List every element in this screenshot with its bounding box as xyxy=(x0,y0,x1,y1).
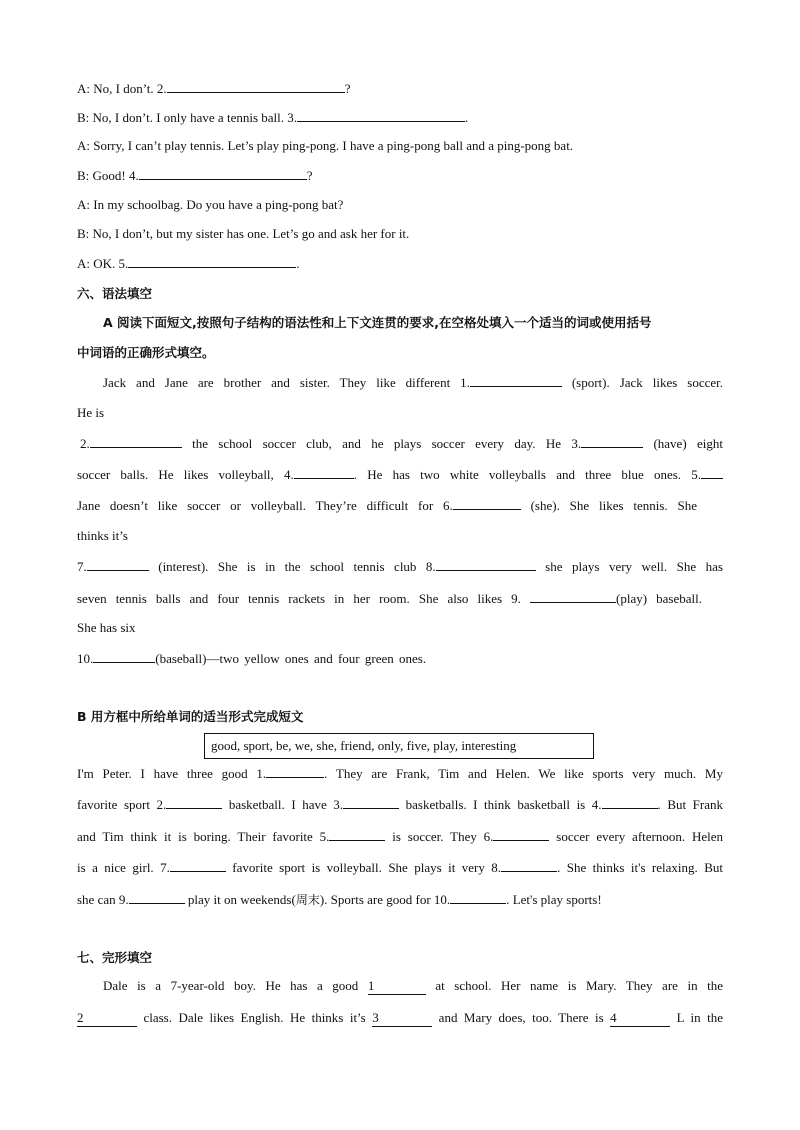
answer-blank-5[interactable] xyxy=(128,255,296,268)
instruction-a-line-1: A 阅读下面短文,按照句子结构的语法性和上下文连贯的要求,在空格处填入一个适当的词或使用括号 xyxy=(103,315,652,330)
word-blank-6[interactable] xyxy=(493,828,549,841)
passage-a-line-6: thinks it’s xyxy=(77,528,128,543)
passage-a-line-1: Jack and Jane are brother and sister. They like different 1. (sport). Jack likes soccer. xyxy=(103,375,723,390)
passage-b-line-3: and Tim think it is boring. Their favorite 5. is soccer. They 6. soccer every afternoon. Helen xyxy=(77,829,723,844)
passage-a-line-2: He is xyxy=(77,405,105,420)
grammar-blank-4[interactable] xyxy=(294,466,354,479)
passage-a-line-4: soccer balls. He likes volleyball, 4. . He has two white volleyballs and three blue ones. 5. xyxy=(77,466,723,483)
section-7-title: 七、完形填空 xyxy=(77,950,153,965)
word-blank-1[interactable] xyxy=(266,765,324,778)
cloze-line-1: Dale is a 7-year-old boy. He has a good 1 at school. Her name is Mary. They are in the xyxy=(103,978,723,993)
cloze-blank-2[interactable]: 2 xyxy=(77,1010,137,1027)
passage-a-line-10: 10. (baseball)—two yellow ones and four green ones. xyxy=(77,651,427,666)
word-box-text: good, sport, be, we, she, friend, only, five, play, interesting xyxy=(211,738,517,753)
passage-a-line-7: 7. (interest). She is in the school tennis club 8. she plays very well. She has xyxy=(77,559,723,574)
word-blank-2[interactable] xyxy=(166,796,222,809)
passage-b-line-5: she can 9. play it on weekends(周末). Sports are good for 10. . Let's play sports! xyxy=(77,892,602,907)
section-6-title: 六、语法填空 xyxy=(77,286,153,301)
dialogue-line: A: In my schoolbag. Do you have a ping-pong bat? xyxy=(77,197,344,212)
cloze-line-2: 2 class. Dale likes English. He thinks it’s 3 and Mary does, too. There is 4 L in the xyxy=(77,1010,723,1025)
answer-blank-2[interactable] xyxy=(167,80,345,93)
dialogue-line-4: B: Good! 4. ? xyxy=(77,168,313,183)
answer-blank-3[interactable] xyxy=(297,109,465,122)
dialogue-line-2: A: No, I don’t. 2. ? xyxy=(77,81,351,96)
word-blank-7[interactable] xyxy=(170,859,226,872)
grammar-blank-10[interactable] xyxy=(93,650,155,663)
instruction-a-line-2: 中词语的正确形式填空。 xyxy=(77,345,215,360)
cloze-blank-3[interactable]: 3 xyxy=(372,1010,432,1027)
grammar-blank-5[interactable] xyxy=(701,466,723,479)
passage-a-line-5: Jane doesn’t like soccer or volleyball. They’re difficult for 6. (she). She likes tennis. She xyxy=(77,498,697,513)
grammar-blank-9[interactable] xyxy=(530,590,616,603)
word-blank-5[interactable] xyxy=(329,828,385,841)
passage-b-line-1: I'm Peter. I have three good 1. . They are Frank, Tim and Helen. We like sports very much. My xyxy=(77,766,723,781)
word-blank-4[interactable] xyxy=(602,796,658,809)
dialogue-line-5: A: OK. 5. . xyxy=(77,256,300,271)
instruction-b: B 用方框中所给单词的适当形式完成短文 xyxy=(77,709,304,724)
grammar-blank-8[interactable] xyxy=(436,558,536,571)
cloze-blank-4[interactable]: 4 xyxy=(610,1010,670,1027)
word-blank-9[interactable] xyxy=(129,891,185,904)
passage-b-line-2: favorite sport 2. basketball. I have 3. basketballs. I think basketball is 4. . But Frank xyxy=(77,797,724,812)
answer-blank-4[interactable] xyxy=(139,167,307,180)
passage-a-line-3: 2. the school soccer club, and he plays soccer every day. He 3. (have) eight xyxy=(80,436,723,451)
grammar-blank-2[interactable] xyxy=(90,435,182,448)
passage-b-line-4: is a nice girl. 7. favorite sport is volleyball. She plays it very 8. . She thinks it's relaxing. But xyxy=(77,860,723,875)
word-blank-8[interactable] xyxy=(501,859,557,872)
passage-a-line-8: seven tennis balls and four tennis rackets in her room. She also likes 9. (play) baseball. xyxy=(77,591,702,606)
dialogue-line: B: No, I don’t, but my sister has one. Let’s go and ask her for it. xyxy=(77,226,410,241)
dialogue-line: A: Sorry, I can’t play tennis. Let’s play ping-pong. I have a ping-pong ball and a ping-pong bat. xyxy=(77,138,574,153)
grammar-blank-7[interactable] xyxy=(87,558,149,571)
word-blank-10[interactable] xyxy=(450,891,506,904)
word-blank-3[interactable] xyxy=(343,796,399,809)
passage-a-line-9: She has six xyxy=(77,620,136,635)
grammar-blank-3[interactable] xyxy=(581,435,643,448)
grammar-blank-6[interactable] xyxy=(453,497,521,510)
cloze-blank-1[interactable]: 1 xyxy=(368,978,426,995)
grammar-blank-1[interactable] xyxy=(470,374,562,387)
dialogue-line-3: B: No, I don’t. I only have a tennis ball. 3. . xyxy=(77,110,469,125)
